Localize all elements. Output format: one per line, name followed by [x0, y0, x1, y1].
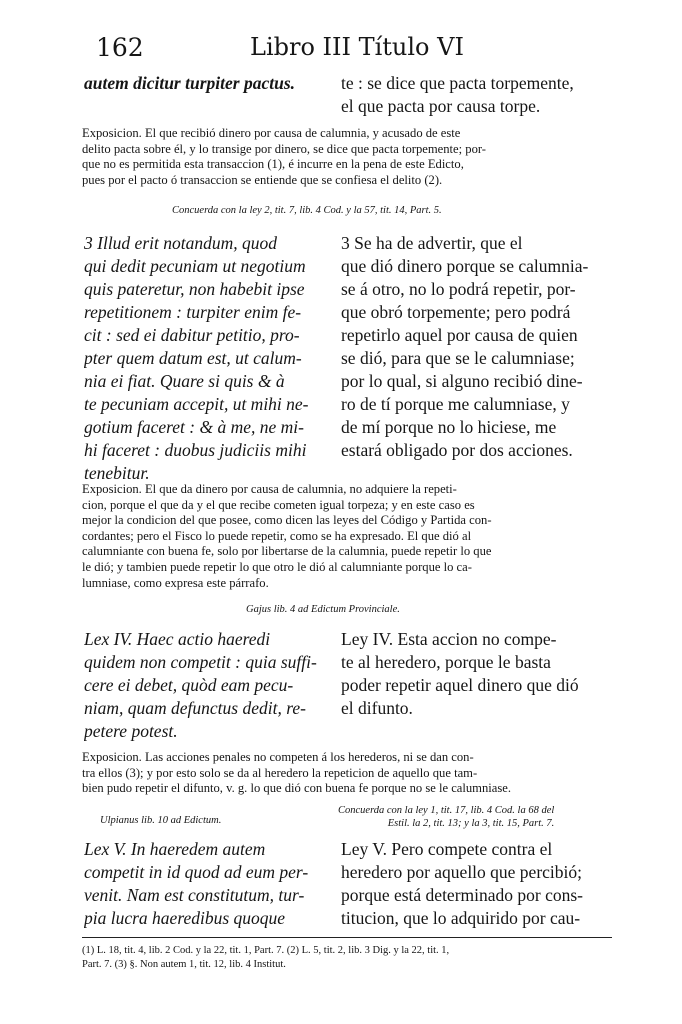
text-line: mejor la condicion del que posee, como dicen las leyes del Código y Partida con-	[82, 513, 492, 528]
concuerda-citation-1: Concuerda con la ley 2, tit. 7, lib. 4 Cod. y la 57, tit. 14, Part. 5.	[172, 205, 442, 216]
text-line: ro de tí porque me calumniase, y	[341, 394, 570, 414]
text-line: niam, quam defunctus dedit, re-	[84, 698, 306, 718]
text-line: porque está determinado por cons-	[341, 885, 584, 905]
text-line: te : se dice que pacta torpemente,	[341, 73, 574, 93]
footnote-rule	[82, 937, 612, 938]
top-latin-column	[84, 72, 322, 95]
section-3-latin	[84, 232, 322, 485]
text-line: 3 Se ha de advertir, que el	[341, 233, 523, 253]
lex-4-spanish	[341, 628, 611, 720]
text-line: de mí porque no lo hiciese, me	[341, 417, 557, 437]
text-line: heredero por aquello que percibió;	[341, 862, 583, 882]
text-line: le dió; y tambien puede repetir lo que otro le dió al calumniante porque lo ca-	[82, 559, 472, 574]
text-line: gotium faceret : & à me, ne mi-	[84, 417, 304, 437]
text-line: repetirlo aquel por causa de quien	[341, 325, 578, 345]
text-line: Ley V. Pero compete contra el	[341, 839, 553, 859]
text-line: Estil. la 2, tit. 13; y la 3, tit. 15, Part. 7.	[387, 818, 555, 829]
text-line: cit : sed ei dabitur petitio, pro-	[84, 325, 300, 345]
exposicion-1	[82, 126, 612, 188]
text-line: por lo qual, si alguno recibió dine-	[341, 371, 583, 391]
text-line: que no es permitida esta transaccion (1), é incurre en la pena de este Edicto,	[82, 157, 464, 172]
running-title: Libro III Título VI	[250, 33, 464, 61]
top-spanish-column	[341, 72, 611, 118]
text-line: autem dicitur turpiter pactus.	[84, 73, 295, 93]
text-line: que obró torpemente; pero podrá	[341, 302, 571, 322]
text-line: te al heredero, porque le basta	[341, 652, 551, 672]
section-3-spanish	[341, 232, 611, 462]
exposicion-2	[82, 482, 612, 591]
text-line: lumniase, como expresa este párrafo.	[82, 575, 269, 590]
text-line: venit. Nam est constitutum, tur-	[84, 885, 305, 905]
lex-5-spanish	[341, 838, 611, 930]
text-line: Ley IV. Esta accion no compe-	[341, 629, 557, 649]
concuerda-citation-2	[338, 804, 554, 830]
text-line: cordantes; pero el Fisco lo puede repetir, como se ha expresado. El que dió al	[82, 528, 472, 543]
gajus-citation: Gajus lib. 4 ad Edictum Provinciale.	[246, 604, 400, 615]
lex-5-latin	[84, 838, 322, 930]
text-line: qui dedit pecuniam ut negotium	[84, 256, 306, 276]
text-line: Lex V. In haeredem autem	[84, 839, 266, 859]
text-line: pia lucra haeredibus quoque	[84, 908, 286, 928]
text-line: cion, porque el que da y el que recibe cometen igual torpeza; y en este caso es	[82, 497, 475, 512]
exposicion-3	[82, 750, 612, 797]
text-line: Lex IV. Haec actio haeredi	[84, 629, 271, 649]
text-line: quidem non competit : quia suffi-	[84, 652, 317, 672]
text-line: Exposicion. El que recibió dinero por causa de calumnia, y acusado de este	[82, 126, 461, 140]
text-line: tenebitur.	[84, 463, 150, 483]
text-line: pues por el pacto ó transaccion se entiende que se confiesa el delito (2).	[82, 172, 443, 187]
footnote-line: (1) L. 18, tit. 4, lib. 2 Cod. y la 22, tit. 1, Part. 7. (2) L. 5, tit. 2, lib. 3 Dig. y la 22, tit. 1,	[82, 945, 450, 956]
text-line: pter quem datum est, ut calum-	[84, 348, 302, 368]
text-line: bien pudo repetir el difunto, v. g. lo que dió con buena fe porque no se le calumniase.	[82, 781, 511, 796]
page-number: 162	[96, 33, 144, 62]
text-line: calumniante con buena fe, solo por libertarse de la calumnia, puede repetir lo que	[82, 544, 492, 559]
text-line: delito pacta sobre él, y lo transige por dinero, se dice que pacta torpemente; por-	[82, 141, 486, 156]
text-line: Exposicion. Las acciones penales no competen á los herederos, ni se dan con-	[82, 750, 474, 764]
text-line: repetitionem : turpiter enim fe-	[84, 302, 302, 322]
text-line: que dió dinero porque se calumnia-	[341, 256, 589, 276]
text-line: estará obligado por dos acciones.	[341, 440, 573, 460]
text-line: el difunto.	[341, 698, 413, 718]
text-line: hi faceret : duobus judiciis mihi	[84, 440, 307, 460]
text-line: Concuerda con la ley 1, tit. 17, lib. 4 Cod. la 68 del	[338, 805, 555, 816]
text-line: titucion, que lo adquirido por cau-	[341, 908, 581, 928]
text-line: se dió, para que se le calumniase;	[341, 348, 575, 368]
text-line: Exposicion. El que da dinero por causa de calumnia, no adquiere la repeti-	[82, 482, 457, 496]
text-line: 3 Illud erit notandum, quod	[84, 233, 277, 253]
lex-4-latin	[84, 628, 322, 743]
text-line: cere ei debet, quòd eam pecu-	[84, 675, 294, 695]
text-line: poder repetir aquel dinero que dió	[341, 675, 579, 695]
text-line: petere potest.	[84, 721, 178, 741]
text-line: el que pacta por causa torpe.	[341, 96, 541, 116]
text-line: se á otro, no lo podrá repetir, por-	[341, 279, 576, 299]
text-line: quis pateretur, non habebit ipse	[84, 279, 305, 299]
footnote-line: Part. 7. (3) §. Non autem 1, tit. 12, lib. 4 Institut.	[82, 959, 286, 970]
text-line: nia ei fiat. Quare si quis & à	[84, 371, 285, 391]
text-line: competit in id quod ad eum per-	[84, 862, 309, 882]
text-line: tra ellos (3); y por esto solo se da al heredero la repeticion de aquello que tam-	[82, 765, 478, 780]
ulpianus-citation: Ulpianus lib. 10 ad Edictum.	[100, 815, 222, 826]
footnotes	[82, 944, 449, 972]
text-line: te pecuniam accepit, ut mihi ne-	[84, 394, 309, 414]
